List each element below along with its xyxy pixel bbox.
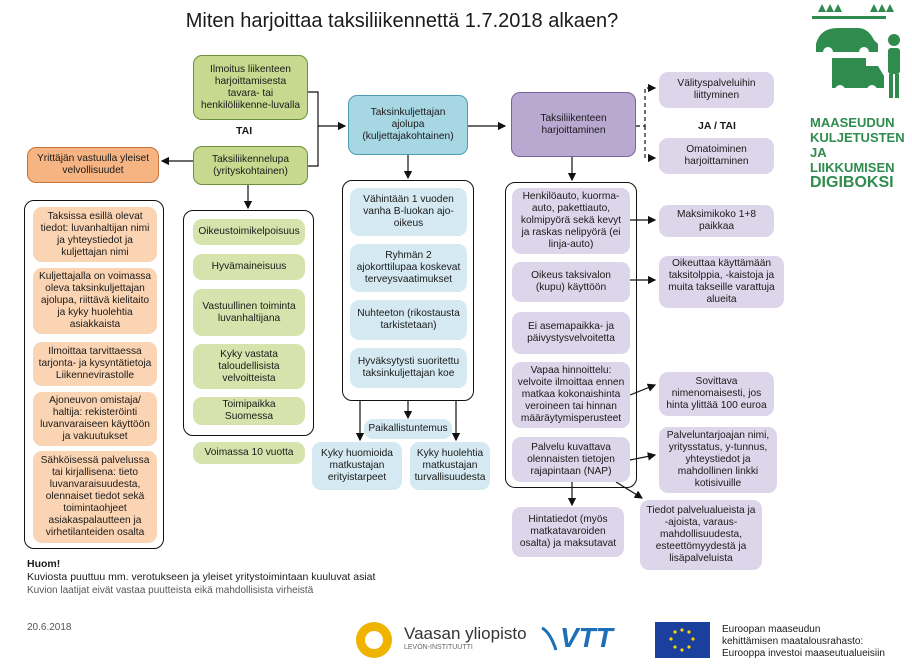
palvelualueet-box: Tiedot palvelualueista ja -ajoista, varaus-mahdollisuudesta, esteettömyydestä ja lisäpalveluista [640,500,762,570]
taksitolpat-box: Oikeuttaa käyttämään taksitolppia, -kaistoja ja muita takseille varattuja alueita [659,256,784,308]
nap-box: Palvelu kuvattava olennaisten tietojen rajapintaan (NAP) [512,437,630,482]
digiboksi-line-2: KULJETUSTEN [810,130,905,145]
eu-line-2: kehittämisen maatalousrahasto: [722,636,864,647]
req-nuhteeton: Nuhteeton (rikostausta tarkistetaan) [350,300,467,340]
req-vastuullinen: Vastuullinen toiminta luvanhaltijana [193,289,305,336]
ajoneuvot-box: Henkilöauto, kuorma-auto, pakettiauto, kolmipyörä sekä kevyt ja raskas nelipyörä (ei linja-auto) [512,188,630,254]
maksimikoko-box: Maksimikoko 1+8 paikkaa [659,205,774,237]
velv-kuljettaja: Kuljettajalla on voimassa oleva taksinkuljettajan ajolupa, riittävä kielitaito ja kyky huolehtia asiakkaista [33,268,157,334]
palveluntarjoaja-box: Palveluntarjoajan nimi, yritysstatus, y-tunnus, yhteystiedot ja mahdollinen linkki kotisivuille [659,427,777,493]
velv-ajoneuvo: Ajoneuvon omistaja/ haltija: rekisteröinti luvanvaraiseen käyttöön ja vakuutukset [33,392,157,446]
req-koe: Hyväksytysti suoritettu taksinkuljettajan koe [350,348,467,388]
sovittava-box: Sovittava nimenomaisesti, jos hinta ylittää 100 euroa [659,372,774,416]
vaasa-name: Vaasan yliopisto [404,624,527,643]
yrittajan-vastuu-box: Yrittäjän vastuulla yleiset velvollisuudet [27,147,159,183]
hintatiedot-box: Hintatiedot (myös matkatavaroiden osalta) ja maksutavat [512,507,624,557]
date-label: 20.6.2018 [27,622,72,633]
velv-ilmoittaa: Ilmoittaa tarvittaessa tarjonta- ja kysyntätietoja Liikennevirastolle [33,342,157,386]
asemapaikka-box: Ei asemapaikka- ja päivystysvelvoitetta [512,312,630,354]
vtt-logo [540,620,630,656]
velv-sahkoinen: Sähköisessä palvelussa tai kirjallisena: tieto luvanvaraisuudesta, olennaiset tiedot sekä toimintaohjeet asiakaspalautteen ja virhetilanteiden osalta [33,451,157,543]
digiboksi-line-1: MAASEUDUN [810,115,895,130]
eu-line-3: Eurooppa investoi maaseutualueisiin [722,648,885,659]
req-toimipaikka: Toimipaikka Suomessa [193,397,305,425]
note-line-1: Kuviosta puuttuu mm. verotukseen ja yleiset yritystoimintaan kuuluvat asiat [27,571,376,583]
ajolupa-box: Taksinkuljettajan ajolupa (kuljettajakohtainen) [348,95,468,155]
taksiliikennelupa-box: Taksiliikennelupa (yrityskohtainen) [193,146,308,185]
req-oikeustoimikelpoisuus: Oikeustoimikelpoisuus [193,219,305,245]
voimassa-box: Voimassa 10 vuotta [193,442,305,464]
req-b-luokka: Vähintään 1 vuoden vanha B-luokan ajo-oikeus [350,188,467,236]
turvallisuus-box: Kyky huolehtia matkustajan turvallisuudesta [410,442,490,490]
tai-label: TAI [236,125,253,137]
vtt-text: VTT [560,622,613,653]
note-heading: Huom! [27,558,61,570]
req-hyvamaineisuus: Hyvämaineisuus [193,254,305,280]
page-title: Miten harjoittaa taksiliikennettä 1.7.2018 alkaen? [185,10,619,32]
digiboksi-line-3: JA LIIKKUMISEN [810,145,895,175]
velv-esilla-tiedot: Taksissa esillä olevat tiedot: luvanhaltijan nimi ja yhteystiedot ja kuljettajan nimi [33,207,157,262]
vtt-mark-icon [540,624,558,654]
vaasa-emblem-icon [352,618,396,662]
eu-stars-icon [655,622,710,658]
hinnoittelu-box: Vapaa hinnoittelu: velvoite ilmoittaa ennen matkaa kokonaishinta veroineen tai hinnan määräytymisperusteet [512,362,630,428]
taksivalo-box: Oikeus taksivalon (kupu) käyttöön [512,262,630,302]
eu-flag-icon [655,622,710,658]
note-line-2: Kuvion laatijat eivät vastaa puutteista eikä mahdollisista virheistä [27,585,314,596]
omatoiminen-box: Omatoiminen harjoittaminen [659,138,774,174]
eu-text [722,624,885,660]
erityistarpeet-box: Kyky huomioida matkustajan erityistarpeet [312,442,402,490]
req-ryhma2: Ryhmän 2 ajokorttilupaa koskevat terveysvaatimukset [350,244,467,292]
vaasa-sub: LEVÓN-INSTITUUTTI [404,644,473,651]
req-taloudelliset: Kyky vastata taloudellisista velvoitteista [193,344,305,389]
ja-tai-label: JA / TAI [698,120,736,132]
vaasa-logo [352,618,532,662]
digiboksi-logo [810,2,908,192]
harjoittaminen-box: Taksiliikenteen harjoittaminen [511,92,636,157]
valityspalvelu-box: Välityspalveluihin liittyminen [659,72,774,108]
ilmoitus-box: Ilmoitus liikenteen harjoittamisesta tavara- tai henkilöliikenne-luvalla [193,55,308,120]
eu-line-1: Euroopan maaseudun [722,624,821,635]
digiboksi-emblem-icon [810,2,908,110]
digiboksi-line-4: DIGIBOKSI [810,174,894,191]
paikallistuntemus-box: Paikallistuntemus [364,419,452,439]
